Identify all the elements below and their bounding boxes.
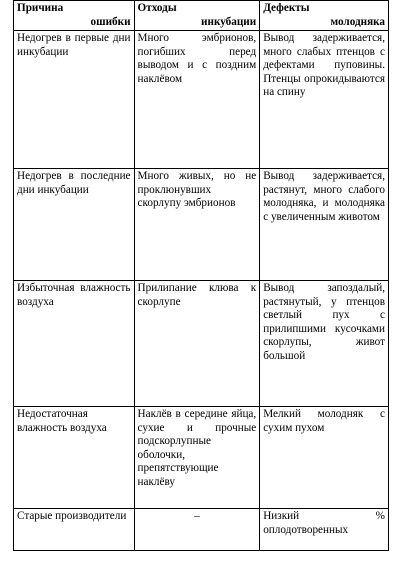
header-cause-line2: ошибки: [90, 15, 131, 28]
cell-waste: Много эмбрионов, погибших перед выводом и с поздним наклёвом: [134, 31, 260, 169]
cell-defects: Мелкий молодняк с сухим пухом: [260, 407, 389, 509]
cell-waste: –: [134, 509, 260, 551]
header-cause-line1: Причина: [17, 2, 64, 14]
header-defects: [260, 1, 389, 31]
cell-defects: Вывод запоздалый, растянутый, у птенцов светлый пух с прилипшими кусочками скорлупы, живот большой: [260, 281, 389, 407]
table-row: [14, 509, 389, 551]
cell-waste: Наклёв в середине яйца, сухие и прочные подскорлупные оболочки, препятствующие наклёву: [134, 407, 260, 509]
cell-defects: Низкий % оплодотворенных: [260, 509, 389, 551]
cell-waste: Много живых, но не проклюнувших скорлупу эмбрионов: [134, 169, 260, 281]
header-cause: [14, 1, 135, 31]
incubation-errors-table: [13, 0, 389, 551]
header-waste-line1: Отходы: [137, 2, 177, 14]
cell-cause: Недогрев в первые дни инкубации: [14, 31, 135, 169]
cell-cause: Недогрев в последние дни инкубации: [14, 169, 135, 281]
cell-defects: Вывод задерживается, растянут, много слабого молодняка, и молодняка с увеличенным животом: [260, 169, 389, 281]
header-row: [14, 1, 389, 31]
table-row: [14, 31, 389, 169]
header-waste-line2: инкубации: [201, 15, 257, 28]
header-defects-line2: молодняка: [330, 15, 385, 28]
cell-cause: Недостаточная влажность воздуха: [14, 407, 135, 509]
header-defects-line1: Дефекты: [263, 2, 310, 14]
table-row: [14, 169, 389, 281]
cell-cause: Избыточная влажность воздуха: [14, 281, 135, 407]
cell-cause: Старые производители: [14, 509, 135, 551]
cell-waste: Прилипание клюва к скорлупе: [134, 281, 260, 407]
table-row: [14, 407, 389, 509]
table-row: [14, 281, 389, 407]
cell-defects: Вывод задерживается, много слабых птенцов с дефектами пуповины. Птенцы опрокидываются на спину: [260, 31, 389, 169]
header-waste: [134, 1, 260, 31]
